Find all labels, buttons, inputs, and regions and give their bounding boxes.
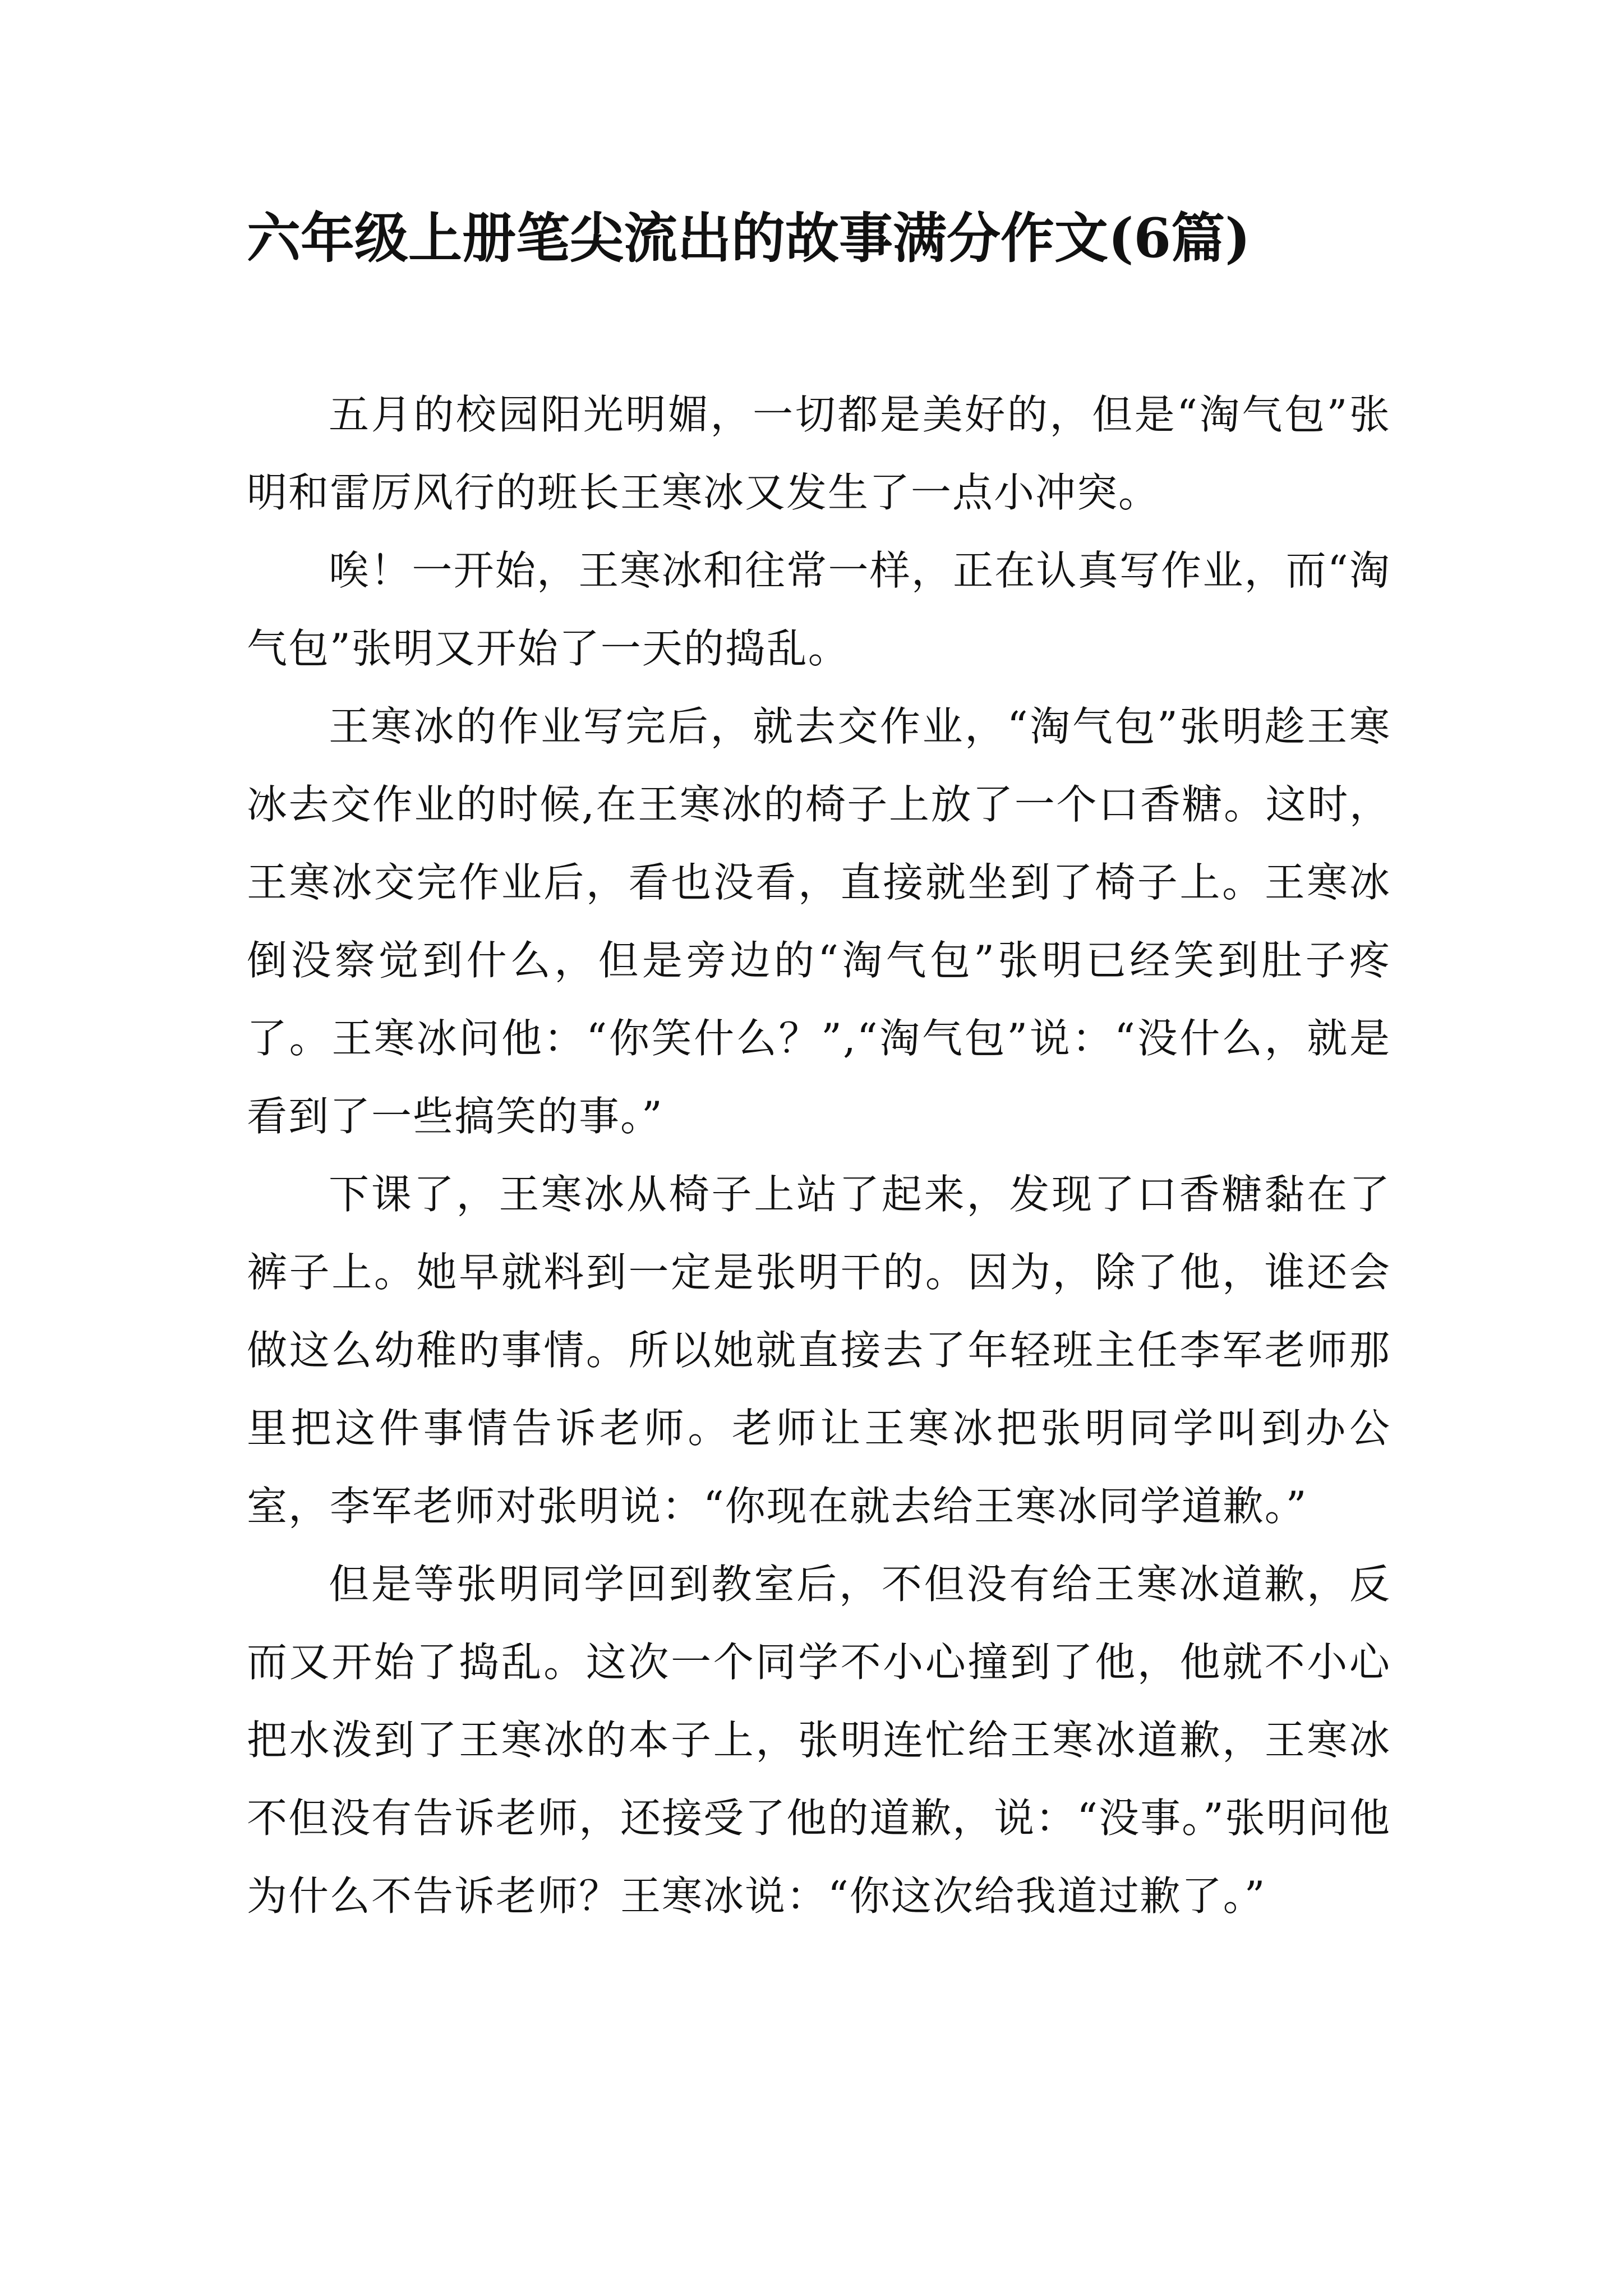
paragraph: 王寒冰的作业写完后，就去交作业，“淘气包”张明趁王寒冰去交作业的时候,在王寒冰的椅子上放了一个口香糖。这时，王寒冰交完作业后，看也没看，直接就坐到了椅子上。王寒冰倒没察觉到什么，但是旁边的“淘气包”张明已经笑到肚子疼了。王寒冰问他：“你笑什么？”,“淘气包”说：“没什么，就是看到了一些搞笑的事。” — [247, 703, 1391, 1140]
paragraph: 唉！一开始，王寒冰和往常一样，正在认真写作业，而“淘气包”张明又开始了一天的捣乱。 — [247, 547, 1391, 672]
document-body — [247, 376, 1391, 1935]
paragraph: 五月的校园阳光明媚，一切都是美好的，但是“淘气包”张明和雷厉风行的班长王寒冰又发生了一点小冲突。 — [247, 391, 1391, 516]
paragraph: 但是等张明同学回到教室后，不但没有给王寒冰道歉，反而又开始了捣乱。这次一个同学不小心撞到了他，他就不小心把水泼到了王寒冰的本子上，张明连忙给王寒冰道歉，王寒冰不但没有告诉老师，还接受了他的道歉，说：“没事。”张明问他为什么不告诉老师？王寒冰说：“你这次给我道过歉了。” — [247, 1561, 1391, 1920]
paragraph: 下课了，王寒冰从椅子上站了起来，发现了口香糖黏在了裤子上。她早就料到一定是张明干的。因为，除了他，谁还会做这么幼稚旳事情。所以她就直接去了年轻班主任李军老师那里把这件事情告诉老师。老师让王寒冰把张明同学叫到办公室，李军老师对张明说：“你现在就去给王寒冰同学道歉。” — [247, 1171, 1391, 1530]
document-title: 六年级上册笔尖流出的故事满分作文(6篇) — [247, 206, 1251, 270]
